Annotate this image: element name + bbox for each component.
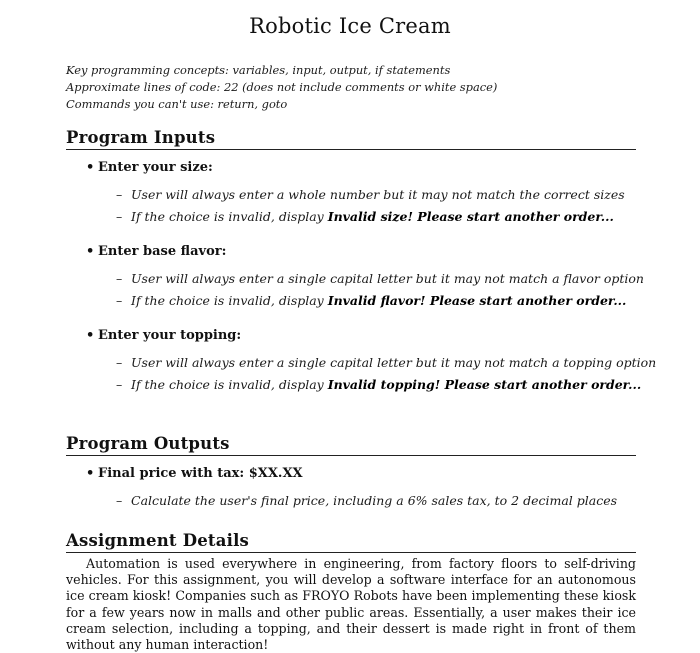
input-invalid-rule: – If the choice is invalid, display Invalid topping! Please start another order...	[116, 377, 642, 392]
page-title: Robotic Ice Cream	[249, 14, 451, 38]
input-item-topping	[86, 328, 241, 343]
bullet-icon: •	[86, 244, 95, 259]
section-heading-details: Assignment Details	[66, 531, 636, 553]
invalid-message: Invalid size! Please start another order...	[327, 209, 614, 224]
bullet-icon: •	[86, 328, 95, 343]
dash-icon: –	[116, 493, 123, 508]
input-note: – User will always enter a single capital letter but it may not match a flavor option	[116, 271, 644, 286]
input-note: – User will always enter a single capital letter but it may not match a topping option	[116, 355, 657, 370]
bullet-icon: •	[86, 160, 95, 175]
meta-forbidden-commands: Commands you can't use: return, goto	[66, 97, 288, 111]
input-label: Enter your topping:	[98, 328, 242, 343]
dash-icon: –	[116, 187, 123, 202]
dash-icon: –	[116, 355, 123, 370]
output-label: Final price with tax: $XX.XX	[98, 466, 303, 481]
output-item-price	[86, 466, 303, 481]
dash-icon: –	[116, 209, 123, 224]
input-invalid-rule: – If the choice is invalid, display Invalid size! Please start another order...	[116, 209, 614, 224]
assignment-meta	[66, 62, 497, 113]
dash-icon: –	[116, 271, 123, 286]
input-note: – User will always enter a whole number but it may not match the correct sizes	[116, 187, 625, 202]
invalid-message: Invalid flavor! Please start another order...	[327, 293, 627, 308]
bullet-icon: •	[86, 466, 95, 481]
details-paragraph: Automation is used everywhere in engineering, from factory floors to self-driving vehicles. For this assignment, you will develop a software interface for an autonomous ice cream kiosk! Companies such as FROYO Robots have been implementing these kiosk for a few years now in malls and other public areas. Essentially, a user makes their ice cream selection, including a topping, and their dessert is made right in front of them without any human interaction!	[66, 556, 636, 653]
dash-icon: –	[116, 377, 123, 392]
meta-lines-of-code: Approximate lines of code: 22 (does not include comments or white space)	[66, 80, 498, 94]
input-item-size	[86, 160, 213, 175]
meta-concepts: Key programming concepts: variables, input, output, if statements	[66, 63, 451, 77]
output-note: – Calculate the user's final price, including a 6% sales tax, to 2 decimal places	[116, 493, 618, 508]
invalid-message: Invalid topping! Please start another order...	[327, 377, 642, 392]
input-invalid-rule: – If the choice is invalid, display Invalid flavor! Please start another order...	[116, 293, 627, 308]
section-heading-outputs: Program Outputs	[66, 434, 636, 456]
section-heading-inputs: Program Inputs	[66, 128, 636, 150]
input-label: Enter your size:	[98, 160, 213, 175]
input-label: Enter base flavor:	[98, 244, 227, 259]
input-item-flavor	[86, 244, 226, 259]
dash-icon: –	[116, 293, 123, 308]
